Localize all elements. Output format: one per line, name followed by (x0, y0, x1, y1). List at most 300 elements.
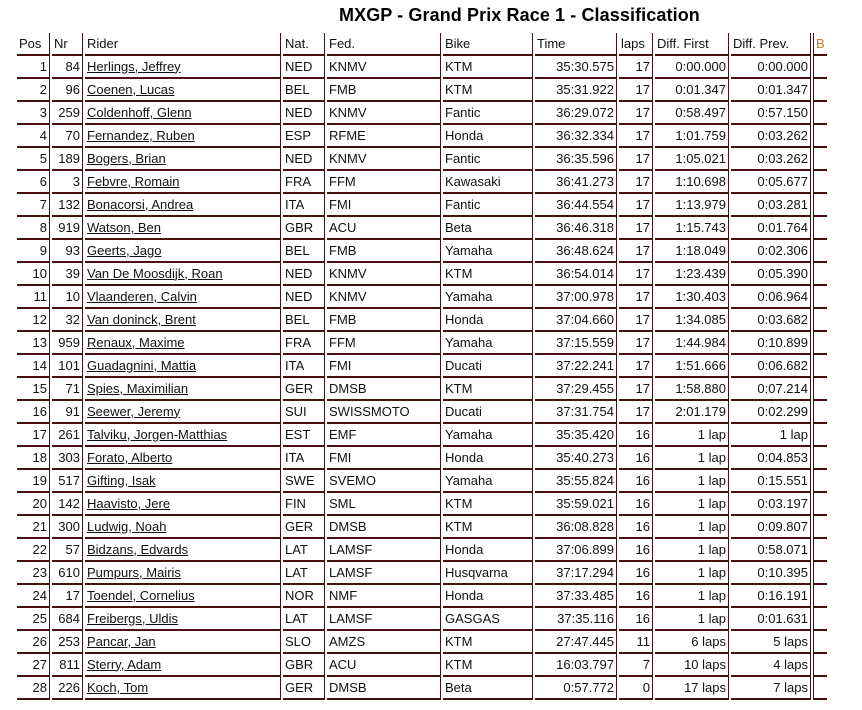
cell-pos: 22 (17, 539, 50, 562)
cell-time: 37:15.559 (535, 332, 617, 355)
cell-rider (85, 516, 281, 539)
cell-fed: FFM (327, 171, 441, 194)
table-row (17, 677, 827, 700)
cell-fed: FMI (327, 194, 441, 217)
cell-pos: 12 (17, 309, 50, 332)
rider-link[interactable]: Pumpurs, Mairis (87, 564, 181, 580)
cell-nr: 39 (52, 263, 83, 286)
column-header-fed: Fed. (327, 33, 441, 56)
cell-fed: KNMV (327, 286, 441, 309)
cell-time: 36:08.828 (535, 516, 617, 539)
cell-laps: 7 (619, 654, 653, 677)
cell-rider (85, 447, 281, 470)
table-row (17, 585, 827, 608)
cell-rider (85, 493, 281, 516)
cell-rider (85, 125, 281, 148)
cell-extra-clipped (813, 631, 827, 654)
cell-fed: AMZS (327, 631, 441, 654)
cell-time: 36:32.334 (535, 125, 617, 148)
cell-rider (85, 309, 281, 332)
cell-bike: KTM (443, 631, 533, 654)
table-row (17, 286, 827, 309)
cell-nr: 17 (52, 585, 83, 608)
table-row (17, 102, 827, 125)
cell-bike: KTM (443, 79, 533, 102)
cell-extra-clipped (813, 562, 827, 585)
cell-bike: Ducati (443, 401, 533, 424)
table-row (17, 447, 827, 470)
cell-diff-prev: 0:05.677 (731, 171, 811, 194)
cell-extra-clipped (813, 263, 827, 286)
rider-link[interactable]: Coenen, Lucas (87, 81, 175, 97)
cell-nr: 684 (52, 608, 83, 631)
cell-nr: 142 (52, 493, 83, 516)
rider-link[interactable]: Van De Moosdijk, Roan (87, 265, 223, 281)
cell-laps: 16 (619, 493, 653, 516)
cell-laps: 17 (619, 102, 653, 125)
cell-bike: KTM (443, 378, 533, 401)
cell-pos: 6 (17, 171, 50, 194)
cell-extra-clipped (813, 516, 827, 539)
cell-pos: 23 (17, 562, 50, 585)
cell-bike: Fantic (443, 148, 533, 171)
rider-link[interactable]: Guadagnini, Mattia (87, 357, 197, 373)
cell-rider (85, 171, 281, 194)
rider-link[interactable]: Toendel, Cornelius (87, 587, 195, 603)
column-header-rider: Rider (85, 33, 281, 56)
cell-fed: FMB (327, 309, 441, 332)
cell-bike: Beta (443, 677, 533, 700)
cell-pos: 13 (17, 332, 50, 355)
cell-extra-clipped (813, 470, 827, 493)
cell-extra-clipped (813, 654, 827, 677)
cell-pos: 16 (17, 401, 50, 424)
cell-laps: 17 (619, 332, 653, 355)
rider-link[interactable]: Herlings, Jeffrey (87, 58, 181, 74)
cell-bike: Yamaha (443, 470, 533, 493)
cell-time: 37:29.455 (535, 378, 617, 401)
cell-nat: BEL (283, 240, 325, 263)
cell-time: 36:54.014 (535, 263, 617, 286)
cell-time: 36:29.072 (535, 102, 617, 125)
cell-fed: FMI (327, 447, 441, 470)
table-row (17, 562, 827, 585)
cell-diff-prev: 0:06.682 (731, 355, 811, 378)
cell-laps: 16 (619, 585, 653, 608)
cell-pos: 7 (17, 194, 50, 217)
cell-extra-clipped (813, 608, 827, 631)
cell-nat: FRA (283, 171, 325, 194)
cell-diff-first: 2:01.179 (655, 401, 729, 424)
table-row (17, 378, 827, 401)
table-row (17, 608, 827, 631)
cell-fed: LAMSF (327, 608, 441, 631)
rider-link[interactable]: Haavisto, Jere (87, 495, 171, 511)
cell-diff-first: 1:05.021 (655, 148, 729, 171)
cell-bike: Ducati (443, 355, 533, 378)
cell-extra-clipped (813, 286, 827, 309)
cell-pos: 28 (17, 677, 50, 700)
table-row (17, 125, 827, 148)
cell-nat: GBR (283, 217, 325, 240)
cell-diff-first: 0:00.000 (655, 56, 729, 79)
cell-nr: 93 (52, 240, 83, 263)
cell-nat: ITA (283, 194, 325, 217)
cell-time: 35:55.824 (535, 470, 617, 493)
table-row (17, 654, 827, 677)
cell-diff-prev: 0:04.853 (731, 447, 811, 470)
cell-nr: 91 (52, 401, 83, 424)
cell-nr: 253 (52, 631, 83, 654)
cell-diff-prev: 4 laps (731, 654, 811, 677)
cell-laps: 16 (619, 470, 653, 493)
cell-time: 27:47.445 (535, 631, 617, 654)
cell-laps: 17 (619, 217, 653, 240)
cell-pos: 18 (17, 447, 50, 470)
cell-laps: 16 (619, 608, 653, 631)
cell-nat: ITA (283, 355, 325, 378)
cell-nat: SUI (283, 401, 325, 424)
cell-bike: Fantic (443, 194, 533, 217)
cell-fed: LAMSF (327, 539, 441, 562)
cell-time: 36:44.554 (535, 194, 617, 217)
table-row (17, 470, 827, 493)
cell-rider (85, 677, 281, 700)
header-row (17, 33, 827, 56)
cell-fed: KNMV (327, 102, 441, 125)
cell-extra-clipped (813, 447, 827, 470)
cell-nr: 10 (52, 286, 83, 309)
rider-link[interactable]: Coldenhoff, Glenn (87, 104, 192, 120)
rider-link[interactable]: Pancar, Jan (87, 633, 156, 649)
cell-rider (85, 654, 281, 677)
table-row (17, 56, 827, 79)
cell-fed: NMF (327, 585, 441, 608)
cell-rider (85, 217, 281, 240)
cell-diff-prev: 0:02.299 (731, 401, 811, 424)
cell-laps: 17 (619, 240, 653, 263)
cell-nr: 959 (52, 332, 83, 355)
cell-nat: NED (283, 286, 325, 309)
cell-bike: Yamaha (443, 240, 533, 263)
cell-extra-clipped (813, 585, 827, 608)
cell-pos: 9 (17, 240, 50, 263)
cell-laps: 16 (619, 424, 653, 447)
cell-laps: 17 (619, 148, 653, 171)
cell-bike: Husqvarna (443, 562, 533, 585)
cell-extra-clipped (813, 217, 827, 240)
cell-diff-first: 1 lap (655, 585, 729, 608)
cell-fed: KNMV (327, 148, 441, 171)
cell-nr: 189 (52, 148, 83, 171)
cell-extra-clipped (813, 125, 827, 148)
cell-time: 36:41.273 (535, 171, 617, 194)
cell-bike: Yamaha (443, 332, 533, 355)
cell-time: 37:04.660 (535, 309, 617, 332)
column-header-time: Time (535, 33, 617, 56)
cell-fed: SWISSMOTO (327, 401, 441, 424)
cell-diff-prev: 0:57.150 (731, 102, 811, 125)
cell-nr: 517 (52, 470, 83, 493)
cell-diff-first: 1:34.085 (655, 309, 729, 332)
cell-pos: 3 (17, 102, 50, 125)
cell-rider (85, 102, 281, 125)
cell-extra-clipped (813, 309, 827, 332)
cell-nat: BEL (283, 79, 325, 102)
cell-diff-first: 1 lap (655, 562, 729, 585)
cell-extra-clipped (813, 539, 827, 562)
cell-pos: 21 (17, 516, 50, 539)
cell-nat: ESP (283, 125, 325, 148)
cell-diff-first: 1:51.666 (655, 355, 729, 378)
cell-nat: ITA (283, 447, 325, 470)
cell-rider (85, 240, 281, 263)
table-row (17, 539, 827, 562)
rider-link[interactable]: Talviku, Jorgen-Matthias (87, 426, 228, 442)
column-header-extra-clipped (813, 33, 827, 56)
cell-rider (85, 631, 281, 654)
cell-nr: 259 (52, 102, 83, 125)
cell-bike: Kawasaki (443, 171, 533, 194)
cell-extra-clipped (813, 493, 827, 516)
cell-nat: GER (283, 378, 325, 401)
cell-bike: Honda (443, 125, 533, 148)
cell-fed: FFM (327, 332, 441, 355)
cell-extra-clipped (813, 194, 827, 217)
cell-diff-prev: 0:01.347 (731, 79, 811, 102)
cell-diff-prev: 0:03.262 (731, 125, 811, 148)
cell-laps: 17 (619, 79, 653, 102)
rider-link[interactable]: Febvre, Romain (87, 173, 180, 189)
cell-fed: RFME (327, 125, 441, 148)
cell-pos: 25 (17, 608, 50, 631)
cell-extra-clipped (813, 401, 827, 424)
cell-diff-prev: 0:00.000 (731, 56, 811, 79)
rider-link[interactable]: Gifting, Isak (87, 472, 156, 488)
cell-nat: SLO (283, 631, 325, 654)
cell-rider (85, 355, 281, 378)
cell-bike: KTM (443, 493, 533, 516)
cell-nat: LAT (283, 608, 325, 631)
table-row (17, 263, 827, 286)
rider-link[interactable]: Vlaanderen, Calvin (87, 288, 197, 304)
cell-time: 36:48.624 (535, 240, 617, 263)
table-row (17, 332, 827, 355)
cell-diff-prev: 0:58.071 (731, 539, 811, 562)
cell-rider (85, 79, 281, 102)
cell-diff-prev: 0:06.964 (731, 286, 811, 309)
cell-nr: 57 (52, 539, 83, 562)
cell-pos: 14 (17, 355, 50, 378)
rider-link[interactable]: Koch, Tom (87, 679, 149, 695)
cell-time: 36:46.318 (535, 217, 617, 240)
cell-diff-first: 1 lap (655, 447, 729, 470)
cell-pos: 26 (17, 631, 50, 654)
cell-laps: 17 (619, 56, 653, 79)
cell-pos: 17 (17, 424, 50, 447)
column-header-nr: Nr (52, 33, 83, 56)
cell-nr: 261 (52, 424, 83, 447)
cell-diff-prev: 1 lap (731, 424, 811, 447)
rider-link[interactable]: Sterry, Adam (87, 656, 162, 672)
cell-time: 37:00.978 (535, 286, 617, 309)
cell-fed: EMF (327, 424, 441, 447)
column-header-bike: Bike (443, 33, 533, 56)
cell-diff-first: 1:01.759 (655, 125, 729, 148)
cell-laps: 17 (619, 125, 653, 148)
cell-time: 35:40.273 (535, 447, 617, 470)
rider-link[interactable]: Freibergs, Uldis (87, 610, 179, 626)
rider-link[interactable]: Seewer, Jeremy (87, 403, 181, 419)
cell-bike: Honda (443, 309, 533, 332)
cell-nat: BEL (283, 309, 325, 332)
rider-link[interactable]: Geerts, Jago (87, 242, 162, 258)
cell-extra-clipped (813, 79, 827, 102)
page-title: MXGP - Grand Prix Race 1 - Classification (339, 5, 700, 25)
cell-diff-first: 10 laps (655, 654, 729, 677)
cell-fed: FMB (327, 240, 441, 263)
cell-fed: DMSB (327, 516, 441, 539)
cell-pos: 20 (17, 493, 50, 516)
cell-nat: LAT (283, 539, 325, 562)
cell-bike: KTM (443, 654, 533, 677)
cell-pos: 8 (17, 217, 50, 240)
table-row (17, 240, 827, 263)
cell-diff-first: 1 lap (655, 608, 729, 631)
cell-nat: FIN (283, 493, 325, 516)
cell-pos: 4 (17, 125, 50, 148)
rider-link[interactable]: Bidzans, Edvards (87, 541, 189, 557)
rider-link[interactable]: Forato, Alberto (87, 449, 173, 465)
cell-diff-prev: 0:09.807 (731, 516, 811, 539)
cell-pos: 5 (17, 148, 50, 171)
rider-link[interactable]: Bogers, Brian (87, 150, 166, 166)
cell-pos: 2 (17, 79, 50, 102)
cell-diff-prev: 0:03.281 (731, 194, 811, 217)
cell-laps: 16 (619, 562, 653, 585)
column-header-diff-first: Diff. First (655, 33, 729, 56)
cell-nat: NED (283, 148, 325, 171)
cell-extra-clipped (813, 332, 827, 355)
cell-laps: 16 (619, 539, 653, 562)
table-row (17, 194, 827, 217)
cell-time: 16:03.797 (535, 654, 617, 677)
cell-laps: 16 (619, 516, 653, 539)
cell-diff-first: 1 lap (655, 470, 729, 493)
cell-fed: KNMV (327, 263, 441, 286)
cell-nr: 96 (52, 79, 83, 102)
cell-fed: FMI (327, 355, 441, 378)
cell-bike: GASGAS (443, 608, 533, 631)
cell-pos: 11 (17, 286, 50, 309)
cell-nat: NED (283, 263, 325, 286)
cell-extra-clipped (813, 424, 827, 447)
cell-rider (85, 562, 281, 585)
cell-fed: FMB (327, 79, 441, 102)
cell-diff-prev: 0:02.306 (731, 240, 811, 263)
table-row (17, 148, 827, 171)
cell-bike: KTM (443, 516, 533, 539)
cell-diff-prev: 0:07.214 (731, 378, 811, 401)
cell-extra-clipped (813, 355, 827, 378)
cell-diff-first: 1:30.403 (655, 286, 729, 309)
cell-fed: DMSB (327, 378, 441, 401)
cell-nat: GBR (283, 654, 325, 677)
cell-diff-prev: 7 laps (731, 677, 811, 700)
cell-pos: 19 (17, 470, 50, 493)
cell-nat: GER (283, 516, 325, 539)
cell-nr: 101 (52, 355, 83, 378)
cell-rider (85, 585, 281, 608)
table-row (17, 309, 827, 332)
cell-bike: KTM (443, 56, 533, 79)
cell-nr: 70 (52, 125, 83, 148)
cell-extra-clipped (813, 240, 827, 263)
cell-laps: 11 (619, 631, 653, 654)
rider-link[interactable]: Van doninck, Brent (87, 311, 196, 327)
cell-diff-prev: 0:16.191 (731, 585, 811, 608)
cell-rider (85, 56, 281, 79)
cell-fed: DMSB (327, 677, 441, 700)
cell-nr: 610 (52, 562, 83, 585)
rider-link[interactable]: Spies, Maximilian (87, 380, 189, 396)
cell-nr: 300 (52, 516, 83, 539)
cell-nr: 303 (52, 447, 83, 470)
rider-link[interactable]: Fernandez, Ruben (87, 127, 195, 143)
rider-link[interactable]: Bonacorsi, Andrea (87, 196, 194, 212)
cell-time: 0:57.772 (535, 677, 617, 700)
cell-diff-first: 0:01.347 (655, 79, 729, 102)
cell-extra-clipped (813, 148, 827, 171)
cell-bike: KTM (443, 263, 533, 286)
cell-rider (85, 332, 281, 355)
cell-diff-prev: 0:10.395 (731, 562, 811, 585)
cell-diff-first: 6 laps (655, 631, 729, 654)
rider-link[interactable]: Renaux, Maxime (87, 334, 185, 350)
cell-time: 37:06.899 (535, 539, 617, 562)
cell-laps: 17 (619, 194, 653, 217)
cell-rider (85, 148, 281, 171)
cell-extra-clipped (813, 378, 827, 401)
cell-pos: 1 (17, 56, 50, 79)
cell-nat: LAT (283, 562, 325, 585)
cell-extra-clipped (813, 171, 827, 194)
column-header-nat: Nat. (283, 33, 325, 56)
table-row (17, 355, 827, 378)
cell-extra-clipped (813, 56, 827, 79)
cell-diff-first: 17 laps (655, 677, 729, 700)
cell-laps: 17 (619, 355, 653, 378)
cell-laps: 0 (619, 677, 653, 700)
cell-diff-first: 1:13.979 (655, 194, 729, 217)
cell-diff-prev: 0:01.764 (731, 217, 811, 240)
cell-rider (85, 608, 281, 631)
cell-nat: SWE (283, 470, 325, 493)
cell-nr: 32 (52, 309, 83, 332)
cell-diff-prev: 0:10.899 (731, 332, 811, 355)
rider-link[interactable]: Watson, Ben (87, 219, 161, 235)
cell-diff-first: 1 lap (655, 493, 729, 516)
cell-laps: 17 (619, 171, 653, 194)
cell-bike: Yamaha (443, 286, 533, 309)
cell-nr: 919 (52, 217, 83, 240)
cell-laps: 17 (619, 378, 653, 401)
cell-time: 37:22.241 (535, 355, 617, 378)
cell-rider (85, 539, 281, 562)
cell-diff-first: 1:15.743 (655, 217, 729, 240)
rider-link[interactable]: Ludwig, Noah (87, 518, 167, 534)
cell-rider (85, 424, 281, 447)
